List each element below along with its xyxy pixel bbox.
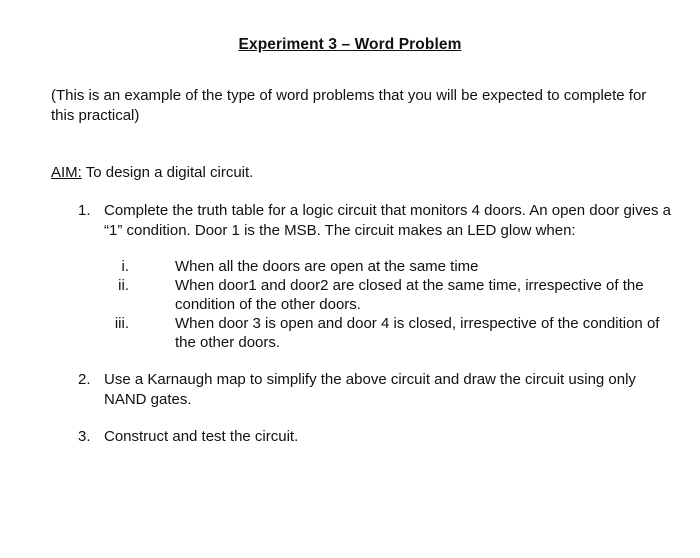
question-text: Construct and test the circuit. (104, 428, 299, 445)
condition-numeral: i. (121, 258, 129, 275)
question-number: 1. (78, 202, 91, 219)
question-text: Use a Karnaugh map to simplify the above circuit and draw the circuit using only NAND gates. (104, 371, 636, 408)
aim-text: To design a digital circuit. (81, 164, 254, 181)
question-text: Complete the truth table for a logic circuit that monitors 4 doors. An open door gives a “1” condition. Door 1 is the MSB. The circuit makes an LED glow when: (104, 202, 671, 239)
question-number: 3. (78, 428, 91, 445)
aim-line (51, 163, 253, 183)
aim-label: AIM: (51, 164, 82, 181)
condition-text: When door 3 is open and door 4 is closed, irrespective of the condition of the other doors. (175, 315, 660, 351)
condition-text: When all the doors are open at the same time (175, 258, 479, 275)
intro-paragraph: (This is an example of the type of word problems that you will be expected to complete for this practical) (51, 87, 647, 124)
question-number: 2. (78, 371, 91, 388)
condition-numeral: ii. (118, 277, 129, 294)
condition-numeral: iii. (114, 315, 129, 332)
document-title: Experiment 3 – Word Problem (238, 36, 462, 53)
condition-text: When door1 and door2 are closed at the same time, irrespective of the condition of the other doors. (175, 277, 644, 313)
